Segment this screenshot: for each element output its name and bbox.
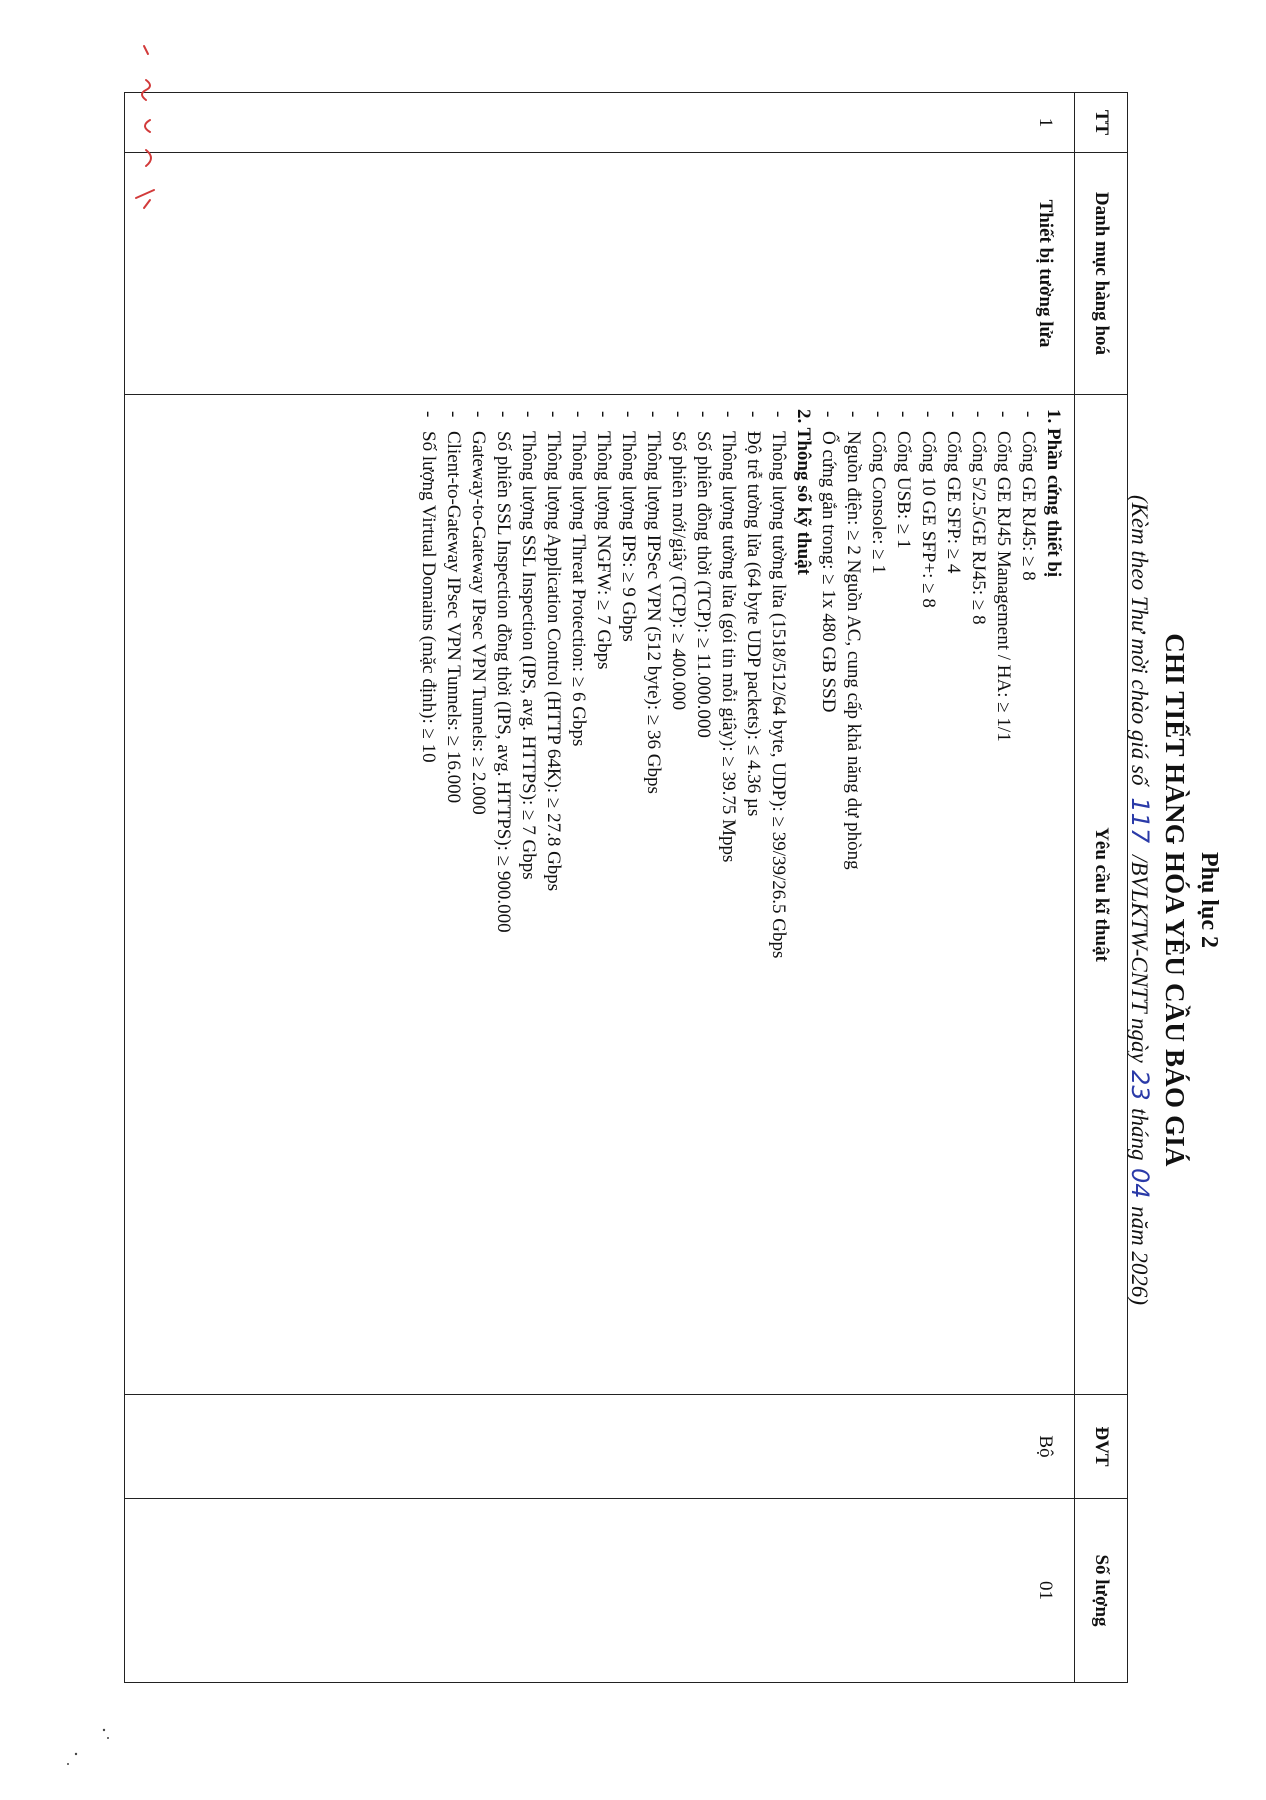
header-tt: TT — [1075, 93, 1128, 153]
requirements-cell — [125, 395, 1075, 1395]
item-name: Thiết bị tường lửa — [125, 153, 1075, 395]
spec-item: - Thông lượng tường lửa (1518/512/64 byte, UDP): ≥ 39/39/26.5 Gbps — [766, 409, 791, 1380]
speckle — [107, 1737, 109, 1739]
speckle — [103, 1729, 105, 1731]
subtitle-prefix: (Kèm theo Thư mời chào giá số — [1127, 494, 1152, 786]
spec-item: - Gateway-to-Gateway IPsec VPN Tunnels: ≥ 2.000 — [466, 409, 491, 1380]
spec-item: - Số phiên đồng thời (TCP): ≥ 11.000.000 — [691, 409, 716, 1380]
spec-item: - Cổng GE SFP: ≥ 4 — [941, 409, 966, 1380]
document-title: CHI TIẾT HÀNG HÓA YÊU CẦU BÁO GIÁ — [1160, 633, 1190, 1167]
spec-item: - Thông lượng Threat Protection: ≥ 6 Gbps — [566, 409, 591, 1380]
spec-item: - Độ trễ tường lửa (64 byte UDP packets): ≤ 4.36 µs — [741, 409, 766, 1380]
header-requirements: Yêu cầu kĩ thuật — [1075, 395, 1128, 1395]
spec-item: - Ổ cứng gắn trong: ≥ 1x 480 GB SSD — [816, 409, 841, 1380]
spec-item: - Cổng GE RJ45 Management / HA: ≥ 1/1 — [991, 409, 1016, 1380]
technical-spec-list — [416, 409, 791, 1380]
section-heading-technical: 2. Thông số kỹ thuật — [793, 409, 814, 575]
scan-speckles — [56, 1720, 116, 1780]
item-quantity: 01 — [125, 1499, 1075, 1683]
spec-item: - Thông lượng Application Control (HTTP 64K): ≥ 27.8 Gbps — [541, 409, 566, 1380]
red-pen-strokes — [136, 46, 154, 208]
spec-item: - Nguồn điện: ≥ 2 Nguồn AC, cung cấp khả năng dự phòng — [841, 409, 866, 1380]
item-unit: Bộ — [125, 1395, 1075, 1499]
appendix-label: Phụ lục 2 — [1196, 851, 1222, 949]
spec-item: - Số phiên mới/giây (TCP): ≥ 400.000 — [666, 409, 691, 1380]
handwritten-reference-number: 117 — [1126, 797, 1154, 844]
handwritten-day: 23 — [1126, 1070, 1154, 1101]
spec-item: - Cổng 5/2.5/GE RJ45: ≥ 8 — [966, 409, 991, 1380]
spec-item: - Thông lượng tường lửa (gói tin mỗi giây): ≥ 39.75 Mpps — [716, 409, 741, 1380]
spec-item: - Thông lượng IPSec VPN (512 byte): ≥ 36 Gbps — [641, 409, 666, 1380]
header-quantity: Số lượng — [1075, 1499, 1128, 1683]
speckle — [67, 1763, 69, 1765]
spec-item: - Thông lượng NGFW: ≥ 7 Gbps — [591, 409, 616, 1380]
requirements-table — [124, 92, 1128, 1683]
spec-item: - Client-to-Gateway IPsec VPN Tunnels: ≥ 16.000 — [441, 409, 466, 1380]
red-stroke — [136, 190, 154, 208]
spec-item: - Cổng Console: ≥ 1 — [866, 409, 891, 1380]
section-heading-hardware: 1. Phần cứng thiết bị — [1043, 409, 1064, 578]
red-pen-mark — [126, 40, 166, 220]
document-subtitle — [1126, 0, 1154, 1800]
table-header-row — [1075, 93, 1128, 1683]
hardware-spec-list — [816, 409, 1041, 1380]
subtitle-suffix: năm 2026) — [1127, 1206, 1152, 1306]
spec-item: - Cổng 10 GE SFP+: ≥ 8 — [916, 409, 941, 1380]
red-stroke — [145, 120, 150, 132]
table-row — [125, 93, 1075, 1683]
subtitle-mid: /BVLKTW-CNTT ngày — [1127, 854, 1152, 1063]
spec-item: - Cổng USB: ≥ 1 — [891, 409, 916, 1380]
header-item-name: Danh mục hàng hoá — [1075, 153, 1128, 395]
item-index: 1 — [125, 93, 1075, 153]
spec-item: - Thông lượng IPS: ≥ 9 Gbps — [616, 409, 641, 1380]
handwritten-month: 04 — [1126, 1168, 1154, 1199]
red-stroke — [144, 46, 148, 54]
speckle — [75, 1753, 77, 1755]
spec-item: - Cổng GE RJ45: ≥ 8 — [1016, 409, 1041, 1380]
header-unit: ĐVT — [1075, 1395, 1128, 1499]
spec-item: - Thông lượng SSL Inspection (IPS, avg. HTTPS): ≥ 7 Gbps — [516, 409, 541, 1380]
red-stroke — [146, 150, 151, 166]
red-stroke — [142, 80, 150, 100]
subtitle-month-label: tháng — [1127, 1108, 1152, 1161]
spec-item: - Số lượng Virtual Domains (mặc định): ≥ 10 — [416, 409, 441, 1380]
spec-item: - Số phiên SSL Inspection đồng thời (IPS, avg. HTTPS): ≥ 900.000 — [491, 409, 516, 1380]
